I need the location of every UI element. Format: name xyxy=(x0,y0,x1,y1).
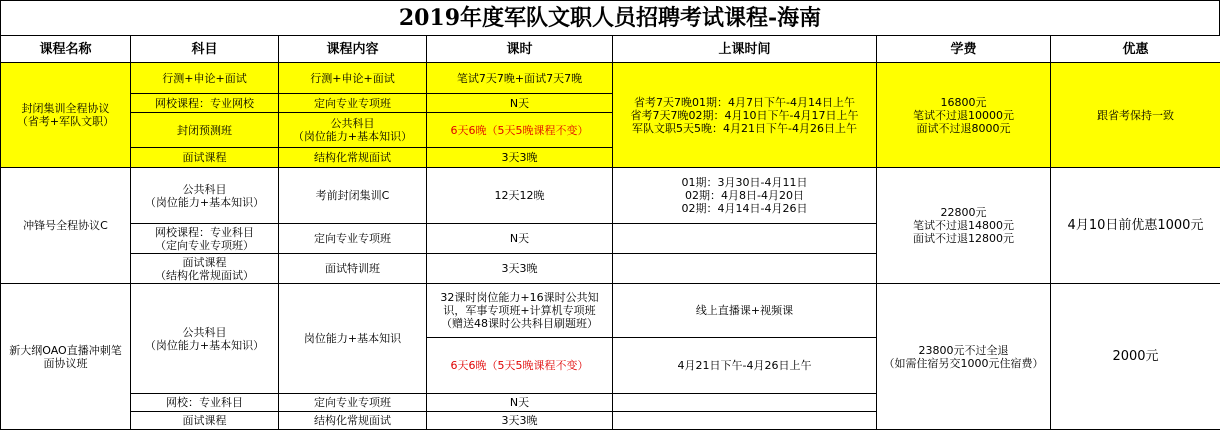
course-name-cell: 新大纲OAO直播冲刺笔 面协议班 xyxy=(1,284,131,430)
header-cell: 课程内容 xyxy=(279,36,427,63)
header-cell: 课时 xyxy=(427,36,613,63)
hours-cell: 3天3晚 xyxy=(427,412,613,430)
header-row xyxy=(1,36,1220,63)
subject-cell: 行测+申论+面试 xyxy=(131,63,279,94)
content-cell: 考前封闭集训C xyxy=(279,168,427,224)
content-cell: 结构化常规面试 xyxy=(279,412,427,430)
subject-cell: 面试课程 xyxy=(131,148,279,168)
hours-cell: 12天12晚 xyxy=(427,168,613,224)
content-cell: 定向专业专项班 xyxy=(279,394,427,412)
hours-cell: N天 xyxy=(427,224,613,254)
hours-cell: 3天3晚 xyxy=(427,148,613,168)
schedule-cell xyxy=(613,224,877,254)
content-cell: 行测+申论+面试 xyxy=(279,63,427,94)
schedule-cell xyxy=(613,254,877,284)
table-row xyxy=(1,284,1220,338)
schedule-cell: 省考7天7晚01期：4月7日下午-4月14日上午 省考7天7晚02期：4月10日下午-4月17日上午 军队文职5天5晚：4月21日下午-4月26日上午 xyxy=(613,63,877,168)
subject-cell: 网校课程：专业网校 xyxy=(131,94,279,113)
hours-cell: 6天6晚（5天5晚课程不变） xyxy=(427,113,613,148)
subject-cell: 公共科目 （岗位能力+基本知识） xyxy=(131,284,279,394)
discount-cell: 2000元 xyxy=(1051,284,1220,430)
hours-cell: N天 xyxy=(427,94,613,113)
course-name-cell: 封闭集训全程协议 （省考+军队文职） xyxy=(1,63,131,168)
header-cell: 上课时间 xyxy=(613,36,877,63)
content-cell: 结构化常规面试 xyxy=(279,148,427,168)
schedule-cell: 4月21日下午-4月26日上午 xyxy=(613,338,877,394)
subject-cell: 网校课程：专业科目 （定向专业专项班） xyxy=(131,224,279,254)
schedule-cell: 01期：3月30日-4月11日 02期：4月8日-4月20日 02期：4月14日-4月26日 xyxy=(613,168,877,224)
hours-cell: 笔试7天7晚+面试7天7晚 xyxy=(427,63,613,94)
discount-cell: 跟省考保持一致 xyxy=(1051,63,1220,168)
course-table xyxy=(0,35,1220,430)
hours-cell: 32课时岗位能力+16课时公共知 识，军事专项班+计算机专项班 （赠送48课时公共科目刷题班） xyxy=(427,284,613,338)
content-cell: 定向专业专项班 xyxy=(279,94,427,113)
content-cell: 面试特训班 xyxy=(279,254,427,284)
hours-cell: N天 xyxy=(427,394,613,412)
course-name-cell: 冲锋号全程协议C xyxy=(1,168,131,284)
header-cell: 学费 xyxy=(877,36,1051,63)
header-cell: 优惠 xyxy=(1051,36,1220,63)
subject-cell: 封闭预测班 xyxy=(131,113,279,148)
subject-cell: 公共科目 （岗位能力+基本知识） xyxy=(131,168,279,224)
schedule-cell: 线上直播课+视频课 xyxy=(613,284,877,338)
hours-cell: 3天3晚 xyxy=(427,254,613,284)
schedule-cell xyxy=(613,412,877,430)
discount-cell: 4月10日前优惠1000元 xyxy=(1051,168,1220,284)
content-cell: 岗位能力+基本知识 xyxy=(279,284,427,394)
content-cell: 定向专业专项班 xyxy=(279,224,427,254)
content-cell: 公共科目 （岗位能力+基本知识） xyxy=(279,113,427,148)
schedule-cell xyxy=(613,394,877,412)
subject-cell: 面试课程 （结构化常规面试） xyxy=(131,254,279,284)
table-row xyxy=(1,63,1220,94)
header-cell: 课程名称 xyxy=(1,36,131,63)
table-row xyxy=(1,168,1220,224)
subject-cell: 网校：专业科目 xyxy=(131,394,279,412)
fee-cell: 23800元不过全退 （如需住宿另交1000元住宿费） xyxy=(877,284,1051,430)
header-cell: 科目 xyxy=(131,36,279,63)
hours-cell: 6天6晚（5天5晚课程不变） xyxy=(427,338,613,394)
subject-cell: 面试课程 xyxy=(131,412,279,430)
fee-cell: 16800元 笔试不过退10000元 面试不过退8000元 xyxy=(877,63,1051,168)
fee-cell: 22800元 笔试不过退14800元 面试不过退12800元 xyxy=(877,168,1051,284)
page-title: 2019年度军队文职人员招聘考试课程-海南 xyxy=(0,0,1220,36)
